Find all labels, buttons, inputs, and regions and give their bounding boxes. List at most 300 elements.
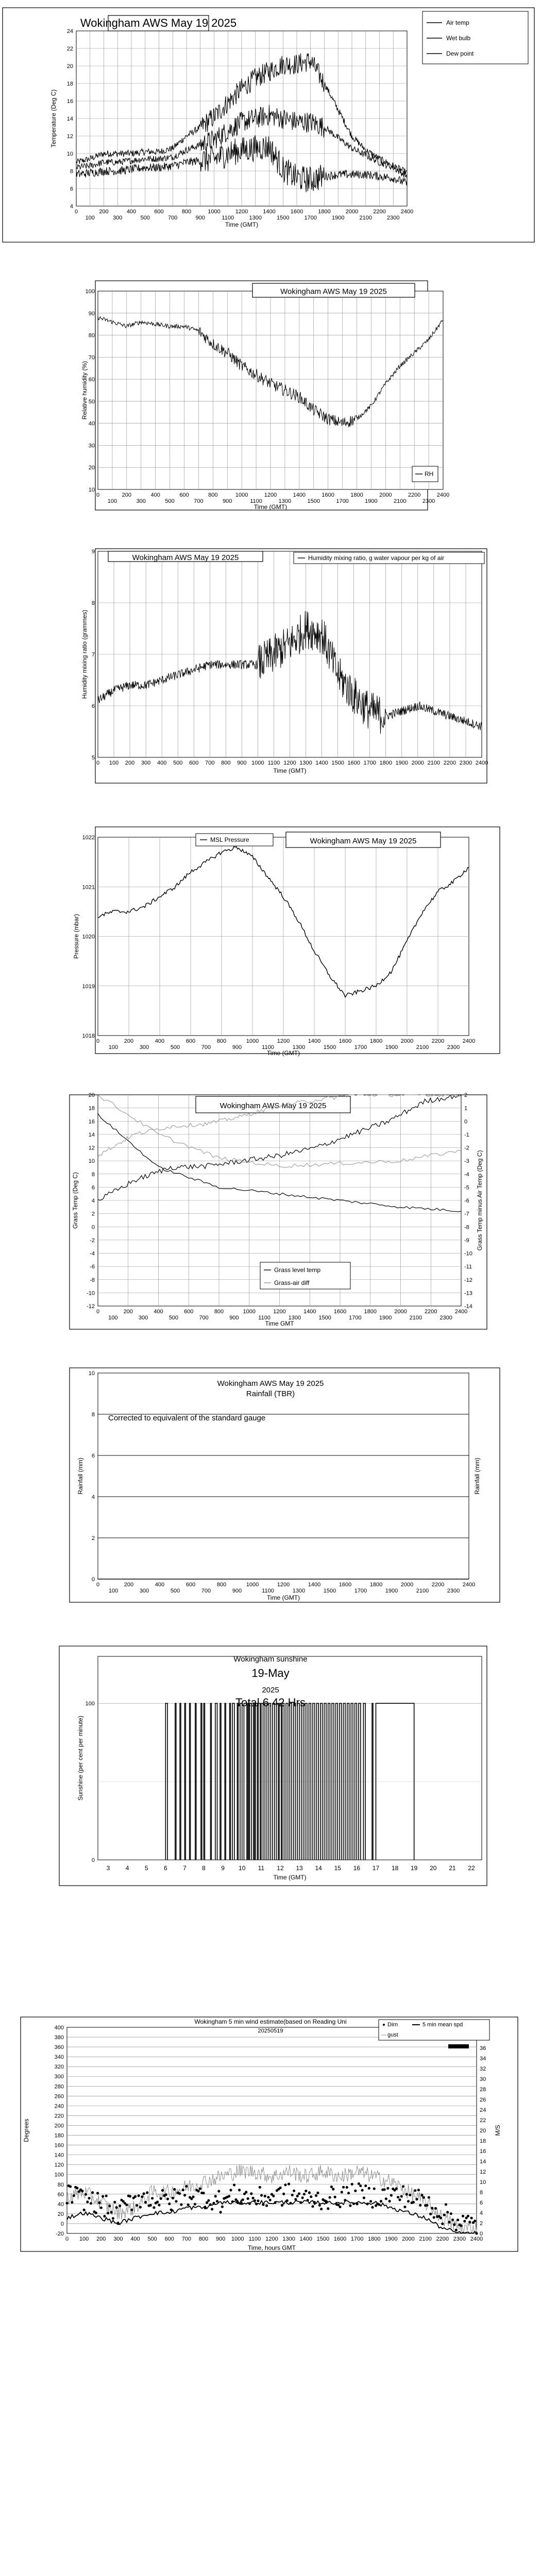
direction-point <box>308 2191 311 2194</box>
direction-point <box>380 2200 382 2202</box>
direction-point <box>138 2194 140 2197</box>
x-tick-label: 1400 <box>308 1038 321 1044</box>
y2-tick-label: 0 <box>464 1118 468 1125</box>
x-tick-label: 1400 <box>303 1309 316 1315</box>
direction-point <box>259 2186 261 2189</box>
x-tick-label: 200 <box>124 1582 134 1588</box>
direction-point <box>307 2199 309 2201</box>
y2-tick-label: 36 <box>480 2045 486 2052</box>
y-tick-label: 4 <box>91 1198 95 1204</box>
direction-point <box>352 2202 355 2205</box>
direction-point <box>170 2209 173 2211</box>
direction-point <box>153 2206 155 2209</box>
chart-title: Wokingham AWS May 19 2025 <box>219 1101 327 1110</box>
x-tick-label: 900 <box>232 1044 242 1050</box>
x-tick-label: 900 <box>223 498 232 504</box>
direction-point <box>463 2220 466 2223</box>
y-tick-label: 80 <box>57 2181 64 2188</box>
x-tick-label: 100 <box>108 1588 119 1594</box>
x-tick-label: 1000 <box>231 2236 244 2242</box>
x-tick-label: 1500 <box>318 1315 331 1321</box>
x-tick-label: 800 <box>216 1582 227 1588</box>
direction-point <box>330 2185 333 2188</box>
x-axis-label: Time (GMT) <box>225 221 259 228</box>
direction-point <box>475 2232 478 2234</box>
x-tick-label: 8 <box>202 1865 206 1872</box>
x-tick-label: 1700 <box>354 1588 367 1594</box>
x-tick-label: 16 <box>353 1865 361 1872</box>
direction-point <box>175 2200 177 2202</box>
plot-area <box>67 2027 477 2233</box>
x-tick-label: 900 <box>215 2236 226 2242</box>
direction-point <box>202 2192 205 2194</box>
legend-entry: RH <box>425 470 434 478</box>
direction-point <box>398 2198 401 2201</box>
y-tick-label: -12 <box>87 1303 95 1310</box>
x-tick-label: 400 <box>155 1582 165 1588</box>
direction-point <box>369 2200 372 2202</box>
x-tick-label: 2100 <box>359 215 372 221</box>
direction-point <box>298 2192 300 2195</box>
direction-point <box>91 2191 94 2194</box>
y-tick-label: 80 <box>88 332 95 339</box>
x-tick-label: 700 <box>168 215 178 221</box>
x-tick-label: 1300 <box>249 215 262 221</box>
y-tick-label: 1019 <box>82 983 95 990</box>
direction-point <box>130 2209 133 2211</box>
direction-point <box>168 2202 171 2205</box>
annotation: Corrected to equivalent of the standard gauge <box>108 1414 266 1422</box>
direction-point <box>260 2194 263 2197</box>
direction-point <box>433 2216 435 2218</box>
x-tick-label: 600 <box>164 2236 174 2242</box>
chart-date: 20250519 <box>258 2028 283 2034</box>
y-tick-label: 6 <box>70 186 73 192</box>
direction-point <box>284 2183 286 2186</box>
x-tick-label: 2100 <box>427 760 441 766</box>
direction-point <box>267 2196 269 2198</box>
direction-point <box>405 2193 408 2196</box>
legend-entry: MSL Pressure <box>210 836 249 843</box>
direction-point <box>156 2200 159 2203</box>
x-tick-label: 13 <box>296 1865 303 1872</box>
x-tick-label: 1200 <box>265 2236 278 2242</box>
direction-point <box>342 2186 345 2189</box>
direction-point <box>400 2195 403 2198</box>
y2-tick-label: -10 <box>464 1250 472 1257</box>
direction-point <box>214 2195 217 2197</box>
x-tick-label: 900 <box>229 1315 239 1321</box>
x-tick-label: 100 <box>108 1315 118 1321</box>
y2-axis-label: Grass Temp minus Air Temp (Deg C) <box>476 1150 483 1251</box>
x-tick-label: 1000 <box>251 760 264 766</box>
direction-point <box>110 2211 113 2213</box>
chart-title: Wokingham AWS May 19 2025 <box>80 16 237 29</box>
legend-bar-marker <box>448 2044 469 2048</box>
direction-point <box>165 2193 167 2196</box>
x-tick-label: 2200 <box>408 492 421 498</box>
direction-point <box>247 2197 249 2200</box>
x-tick-label: 10 <box>239 1865 246 1872</box>
x-tick-label: 2400 <box>475 760 488 766</box>
y-tick-label: 6 <box>91 1453 95 1459</box>
x-tick-label: 2400 <box>454 1309 468 1315</box>
direction-point <box>185 2185 188 2188</box>
y2-axis-label: M/S <box>494 2125 501 2136</box>
y-tick-label: -6 <box>90 1264 95 1270</box>
direction-point <box>197 2190 200 2192</box>
y2-tick-label: 2 <box>480 2221 483 2227</box>
y-tick-label: 160 <box>54 2142 64 2149</box>
y2-tick-label: -9 <box>464 1237 469 1244</box>
direction-point <box>450 2212 452 2215</box>
x-tick-label: 1900 <box>379 1315 392 1321</box>
pressure-chart <box>73 827 500 1057</box>
direction-point <box>388 2200 391 2202</box>
direction-point <box>129 2195 131 2197</box>
direction-point <box>86 2200 89 2203</box>
direction-point <box>105 2195 108 2197</box>
x-tick-label: 600 <box>185 1038 196 1044</box>
y2-tick-label: 24 <box>480 2107 486 2113</box>
x-tick-label: 400 <box>126 209 137 215</box>
y-tick-label: 18 <box>88 1105 95 1112</box>
x-tick-label: 200 <box>124 1038 134 1044</box>
direction-point <box>341 2191 343 2193</box>
y-tick-label: -4 <box>90 1250 95 1257</box>
direction-point <box>457 2218 459 2221</box>
direction-point <box>339 2206 341 2208</box>
mixing-ratio-chart <box>81 549 488 783</box>
direction-point <box>250 2192 252 2195</box>
direction-point <box>329 2196 331 2199</box>
x-tick-label: 2200 <box>443 760 457 766</box>
chart-title: Wokingham AWS May 19 2025 <box>132 553 239 562</box>
direction-point <box>301 2196 304 2199</box>
x-tick-label: 19 <box>411 1865 418 1872</box>
x-tick-label: 11 <box>258 1865 265 1872</box>
x-tick-label: 900 <box>237 760 247 766</box>
legend-entry: gust <box>387 2032 398 2038</box>
direction-point <box>221 2206 224 2208</box>
x-tick-label: 2100 <box>416 1588 429 1594</box>
chart-subtitle: Rainfall (TBR) <box>246 1389 295 1398</box>
direction-point <box>100 2207 103 2209</box>
direction-point <box>434 2207 437 2210</box>
y-tick-label: 100 <box>85 289 95 295</box>
direction-point <box>428 2196 430 2199</box>
direction-point <box>460 2224 463 2227</box>
y-axis-label: Humidity mixing ratio (grammes) <box>81 609 88 699</box>
x-tick-label: 1600 <box>339 1038 352 1044</box>
x-tick-label: 18 <box>391 1865 399 1872</box>
y2-tick-label: 10 <box>480 2179 486 2185</box>
direction-point <box>305 2190 307 2192</box>
y-tick-label: 50 <box>88 398 95 405</box>
x-tick-label: 1300 <box>278 498 292 504</box>
y-tick-label: 320 <box>54 2064 64 2071</box>
x-tick-label: 1900 <box>395 760 409 766</box>
direction-point <box>446 2211 449 2213</box>
direction-point <box>182 2189 184 2191</box>
direction-point <box>212 2202 215 2205</box>
x-tick-label: 400 <box>130 2236 140 2242</box>
direction-point <box>279 2187 282 2189</box>
direction-point <box>474 2219 476 2222</box>
x-tick-label: 900 <box>195 215 205 221</box>
x-tick-label: 1700 <box>304 215 317 221</box>
direction-point <box>88 2197 91 2199</box>
x-tick-label: 1000 <box>235 492 248 498</box>
x-tick-label: 1200 <box>273 1309 286 1315</box>
direction-point <box>143 2192 145 2195</box>
x-axis-label: Time, hours GMT <box>248 2244 296 2251</box>
y-axis-label: Temperature (Deg C) <box>50 89 57 148</box>
direction-point <box>265 2205 268 2207</box>
y-tick-label: 60 <box>88 377 95 383</box>
x-tick-label: 2100 <box>394 498 407 504</box>
x-tick-label: 2300 <box>447 1044 460 1050</box>
x-tick-label: 1100 <box>248 2236 261 2242</box>
x-tick-label: 1800 <box>369 1582 383 1588</box>
x-tick-label: 1200 <box>283 760 296 766</box>
x-tick-label: 2400 <box>470 2236 483 2242</box>
x-tick-label: 2400 <box>462 1038 476 1044</box>
y-tick-label: 260 <box>54 2093 64 2100</box>
y2-tick-label: 16 <box>480 2148 486 2155</box>
y-tick-label: 10 <box>88 1158 95 1165</box>
y2-tick-label: 34 <box>480 2056 486 2062</box>
legend-entry: 5 min mean spd <box>422 2022 463 2028</box>
y-tick-label: 2 <box>91 1211 95 1217</box>
x-tick-label: 1700 <box>363 760 376 766</box>
y2-tick-label: 20 <box>480 2128 486 2134</box>
x-tick-label: 2300 <box>439 1315 452 1321</box>
y-axis-label: Rainfall (mm) <box>77 1458 84 1495</box>
direction-point <box>262 2204 264 2206</box>
x-tick-label: 100 <box>109 760 119 766</box>
direction-point <box>364 2184 367 2187</box>
x-tick-label: 400 <box>154 1309 163 1315</box>
x-tick-label: 600 <box>185 1582 196 1588</box>
direction-point <box>414 2189 416 2192</box>
x-tick-label: 2300 <box>387 215 400 221</box>
y-tick-label: 8 <box>91 1412 95 1418</box>
direction-point <box>303 2193 306 2195</box>
x-tick-label: 2400 <box>462 1582 476 1588</box>
x-tick-label: 7 <box>183 1865 187 1872</box>
x-tick-label: 6 <box>163 1865 167 1872</box>
y2-tick-label: 22 <box>480 2117 486 2124</box>
y-tick-label: 360 <box>54 2044 64 2051</box>
y-tick-label: 1020 <box>82 934 95 940</box>
chart-total: Total 6.42 Hrs <box>235 1696 306 1709</box>
x-tick-label: 1700 <box>336 498 349 504</box>
x-tick-label: 800 <box>221 760 231 766</box>
x-axis-label: Time (GMT) <box>266 1049 300 1057</box>
y-tick-label: 6 <box>91 703 95 709</box>
y-tick-label: 60 <box>57 2191 64 2198</box>
x-tick-label: 1300 <box>299 760 312 766</box>
x-tick-label: 1900 <box>385 2236 398 2242</box>
x-tick-label: 2000 <box>345 209 359 215</box>
x-tick-label: 0 <box>96 760 100 766</box>
direction-point <box>219 2211 222 2213</box>
direction-point <box>108 2205 111 2207</box>
direction-point <box>231 2200 234 2203</box>
x-tick-label: 700 <box>194 498 204 504</box>
y-tick-label: 200 <box>54 2123 64 2129</box>
direction-point <box>158 2204 160 2206</box>
x-tick-label: 1800 <box>350 492 363 498</box>
x-tick-label: 2200 <box>431 1038 445 1044</box>
legend-swatch <box>383 2024 385 2026</box>
y-tick-label: -8 <box>90 1277 95 1283</box>
legend-box <box>422 11 528 64</box>
x-tick-label: 700 <box>181 2236 192 2242</box>
x-tick-label: 500 <box>170 1044 180 1050</box>
x-tick-label: 1400 <box>299 2236 312 2242</box>
x-tick-label: 1500 <box>307 498 320 504</box>
direction-point <box>468 2221 471 2223</box>
direction-point <box>102 2195 104 2198</box>
sunshine-chart <box>59 1646 487 1886</box>
x-tick-label: 9 <box>221 1865 225 1872</box>
x-tick-label: 1600 <box>333 1309 347 1315</box>
direction-point <box>346 2186 348 2189</box>
y2-tick-label: -4 <box>464 1171 469 1178</box>
x-tick-label: 1300 <box>292 1588 306 1594</box>
y-tick-label: 4 <box>70 204 73 210</box>
direction-point <box>412 2201 415 2204</box>
direction-point <box>409 2194 411 2196</box>
legend-entry: Grass-air diff <box>274 1279 310 1286</box>
direction-point <box>313 2201 316 2204</box>
x-tick-label: 700 <box>199 1315 209 1321</box>
x-tick-label: 2300 <box>453 2236 466 2242</box>
direction-point <box>402 2185 404 2188</box>
direction-point <box>318 2204 321 2207</box>
x-tick-label: 600 <box>189 760 199 766</box>
x-tick-label: 2000 <box>400 1582 414 1588</box>
direction-point <box>245 2191 247 2193</box>
direction-point <box>228 2195 230 2197</box>
direction-point <box>113 2201 116 2204</box>
x-tick-label: 1700 <box>349 1315 362 1321</box>
direction-point <box>73 2194 75 2197</box>
y2-tick-label: -5 <box>464 1184 469 1191</box>
direction-point <box>373 2188 376 2190</box>
x-tick-label: 800 <box>216 1038 227 1044</box>
legend-entry: Dirn <box>387 2022 398 2028</box>
direction-point <box>368 2187 370 2190</box>
x-tick-label: 1100 <box>258 1315 270 1321</box>
direction-point <box>445 2203 447 2206</box>
y-tick-label: 14 <box>66 116 73 122</box>
direction-point <box>112 2217 114 2219</box>
direction-point <box>125 2204 128 2206</box>
direction-point <box>439 2216 442 2219</box>
chart-year: 2025 <box>262 1686 279 1694</box>
x-tick-label: 5 <box>144 1865 148 1872</box>
chart-title: Wokingham 5 min wind estimate(based on Reading Uni <box>194 2018 347 2025</box>
direction-point <box>363 2196 365 2199</box>
x-tick-label: 0 <box>74 209 78 215</box>
y-tick-label: 180 <box>54 2132 64 2139</box>
x-tick-label: 1100 <box>262 1044 274 1050</box>
direction-point <box>349 2205 351 2207</box>
direction-point <box>286 2199 289 2202</box>
y-tick-label: 10 <box>88 1370 95 1377</box>
direction-point <box>149 2204 152 2207</box>
humidity-chart <box>81 281 449 511</box>
direction-point <box>240 2202 242 2205</box>
x-tick-label: 100 <box>108 1044 119 1050</box>
plot-area <box>98 1373 469 1579</box>
x-tick-label: 17 <box>372 1865 380 1872</box>
direction-point <box>272 2195 275 2197</box>
x-tick-label: 1200 <box>235 209 248 215</box>
direction-point <box>257 2199 259 2202</box>
y-tick-label: 10 <box>66 151 73 157</box>
direction-point <box>395 2188 398 2190</box>
x-tick-label: 700 <box>205 760 215 766</box>
x-tick-label: 0 <box>96 492 100 498</box>
y2-tick-label: 30 <box>480 2076 486 2082</box>
y-tick-label: 20 <box>57 2211 64 2217</box>
y-tick-label: 1018 <box>82 1033 95 1039</box>
direction-point <box>192 2195 195 2198</box>
direction-point <box>386 2187 389 2190</box>
x-tick-label: 1100 <box>250 498 262 504</box>
y-tick-label: 40 <box>57 2201 64 2208</box>
direction-point <box>183 2194 186 2196</box>
direction-point <box>107 2212 109 2214</box>
x-tick-label: 200 <box>122 492 132 498</box>
x-tick-label: 1600 <box>290 209 303 215</box>
x-tick-label: 600 <box>179 492 189 498</box>
y-tick-label: 2 <box>91 1535 95 1541</box>
x-tick-label: 800 <box>198 2236 209 2242</box>
direction-point <box>166 2198 169 2200</box>
direction-point <box>84 2193 87 2196</box>
y-tick-label: 70 <box>88 354 95 361</box>
x-tick-label: 300 <box>141 760 151 766</box>
x-tick-label: 500 <box>140 215 150 221</box>
x-axis-label: Time GMT <box>265 1320 294 1327</box>
y-tick-label: 9 <box>91 549 95 555</box>
x-tick-label: 700 <box>201 1044 211 1050</box>
x-tick-label: 2200 <box>436 2236 449 2242</box>
direction-point <box>347 2192 350 2194</box>
direction-point <box>274 2201 277 2204</box>
direction-point <box>253 2199 256 2202</box>
direction-point <box>209 2204 212 2206</box>
direction-point <box>429 2213 432 2215</box>
y-tick-label: 400 <box>54 2025 64 2031</box>
x-tick-label: 200 <box>99 209 109 215</box>
y-tick-label: 24 <box>66 28 73 35</box>
direction-point <box>217 2190 220 2193</box>
y-tick-label: 0 <box>60 2221 64 2227</box>
x-tick-label: 1400 <box>315 760 328 766</box>
direction-point <box>207 2199 210 2202</box>
x-tick-label: 800 <box>181 209 192 215</box>
y-tick-label: 0 <box>91 1857 95 1863</box>
direction-point <box>416 2198 418 2200</box>
y-tick-label: -2 <box>90 1237 95 1244</box>
x-tick-label: 2000 <box>379 492 392 498</box>
